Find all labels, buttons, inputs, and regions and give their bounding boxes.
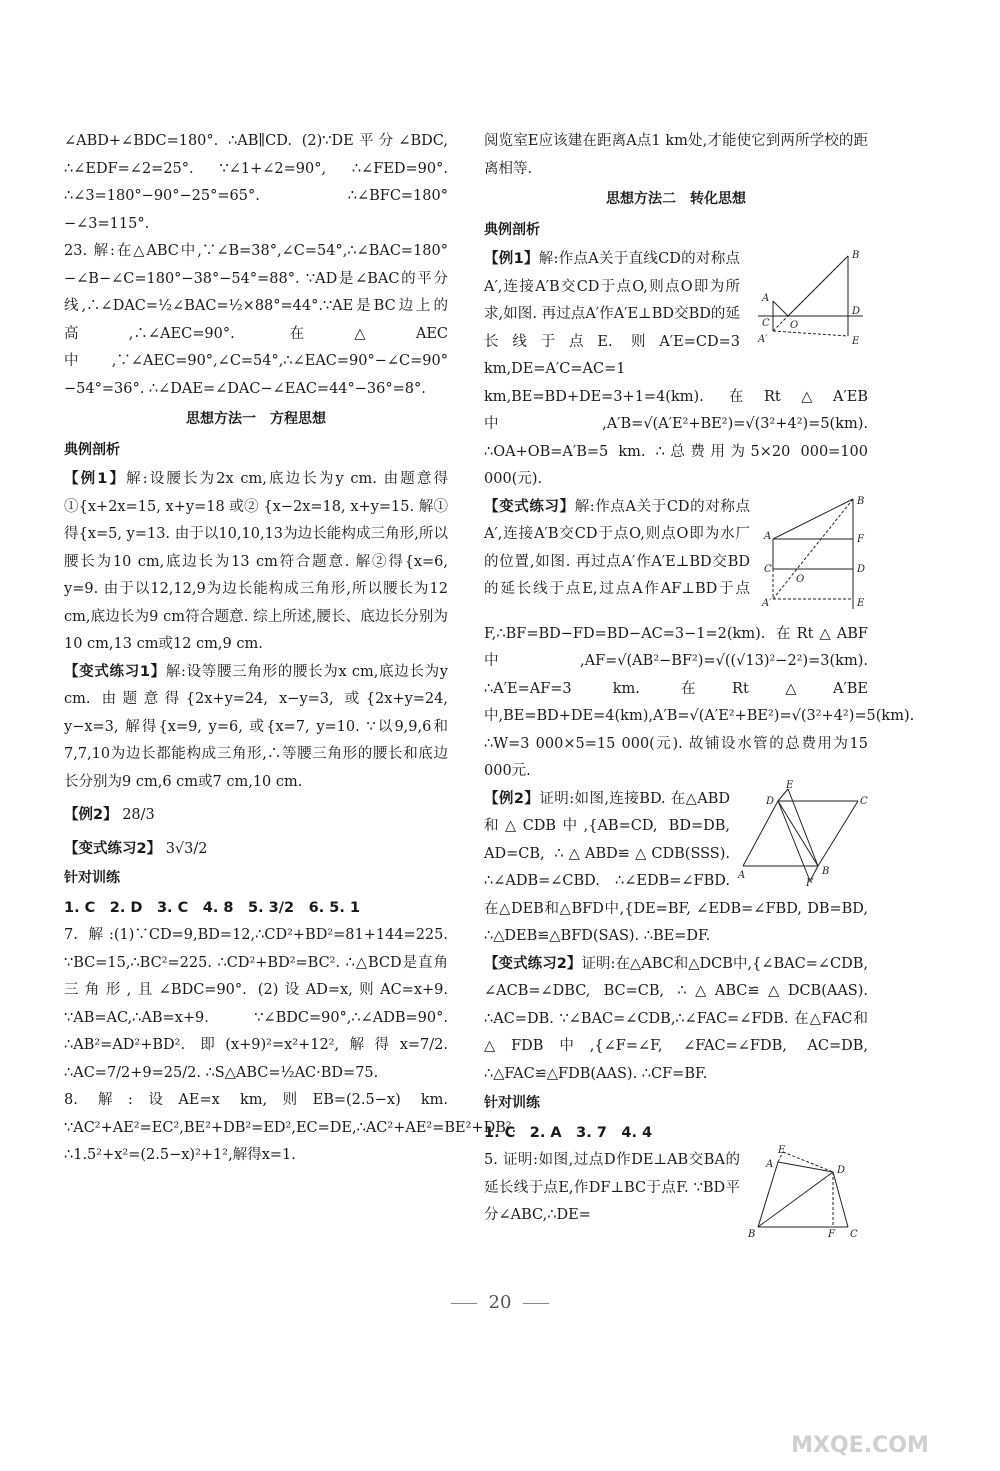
page-number: 20 xyxy=(488,1292,512,1313)
page-footer xyxy=(0,1292,1000,1313)
answers: 1. C 2. A 3. 7 4. 4 xyxy=(484,1124,653,1141)
figure-1 xyxy=(748,246,868,356)
subheading: 典例剖析 xyxy=(484,221,540,238)
section-title: 思想方法一 方程思想 xyxy=(186,411,326,427)
figure-label: C xyxy=(764,563,772,575)
right-column xyxy=(484,128,915,1240)
figure-label: A xyxy=(766,1159,774,1170)
variation-answer: 3√3/2 xyxy=(165,840,208,857)
figure-label: F xyxy=(857,533,864,545)
figure-4 xyxy=(748,1145,868,1240)
figure-label: A xyxy=(738,869,746,881)
variation-2 xyxy=(484,951,868,1089)
problem-8: 8. 解:设AE=x km,则EB=(2.5−x) km. ∵AC²+AE²=EC²,BE²+DB²=ED²,EC=DE,∴AC²+AE²=BE²+DB². ∴1.5²+x²=(2.5−x)²+1²,解得x=1. xyxy=(64,1092,517,1163)
variation-text: 证明:在△ABC和△DCB中,{∠BAC=∠CDB, ∠ACB=∠DBC, BC=CB, ∴△ABC≌△DCB(AAS). ∴AC=DB. ∵∠BAC=∠CDB,∴∠FAC=∠FDB. 在△FAC和△FDB中,{∠F=∠F, ∠FAC=∠FDB, AC=DB, ∴△FAC≌△FDB(AAS). ∴CF=BF. xyxy=(484,955,869,1082)
figure-label: E xyxy=(857,597,865,609)
example-2 xyxy=(64,802,448,830)
variation-1 xyxy=(64,659,448,797)
example-label: 【例1】 xyxy=(64,471,127,487)
variation-label: 【变式练习2】 xyxy=(484,955,582,972)
example-label: 【例2】 xyxy=(64,807,118,823)
example-text: 解:作点A关于直线CD的对称点A′,连接A′B交CD于点O,则点O即为所求,如图. 再过点A′作A′E⊥BD交BD的延长线于点E. 则A′E=CD=3 km,DE=A′C=AC=1 km,BE=BD+DE=3+1=4(km). 在Rt△A′EB中,A′B=√(A′E²+BE²)=√(3²+4²)=5(km). ∴OA+OB=A′B=5 km. ∴总费用为5×20 000=100 000(元). xyxy=(484,251,868,487)
watermark-logo xyxy=(760,1400,960,1460)
paragraph: 阅览室E应该建在距离A点1 km处,才能使它到两所学校的距离相等. xyxy=(484,133,868,177)
figure-label: A xyxy=(764,530,772,542)
figure-label: O xyxy=(796,573,805,585)
problem-5 xyxy=(484,1145,868,1240)
figure-label: D xyxy=(852,306,861,317)
figure-label: E xyxy=(778,1145,786,1156)
problem-23: 23. 解:在△ABC中,∵∠B=38°,∠C=54°,∴∠BAC=180°−∠B−∠C=180°−38°−54°=88°. ∵AD是∠BAC的平分线,∴∠DAC=½∠BAC=½×88°=44°.∵AE是BC边上的高,∴∠AEC=90°. 在△AEC中,∵∠AEC=90°,∠C=54°,∴∠EAC=90°−∠C=90°−54°=36°. ∴∠DAE=∠DAC−∠EAC=44°−36°=8°. xyxy=(64,243,448,397)
example-text: 证明:如图,连接BD. 在△ABD和△CDB中,{AB=CD, BD=DB, AD=CB, ∴△ABD≌△CDB(SSS). ∴∠ADB=∠CBD. ∴∠EDB=∠FBD. 在△DEB和△BFD中,{DE=BF, ∠EDB=∠FBD, DB=BD, ∴△DEB≌△BFD(SAS). ∴BE=DF. xyxy=(484,790,868,944)
example-1 xyxy=(64,466,448,659)
problem-7: 7. 解:(1)∵CD=9,BD=12,∴CD²+BD²=81+144=225. ∵BC=15,∴BC²=225. ∴CD²+BD²=BC². ∴△BCD是直角三角形,且∠BDC=90°. (2)设AD=x,则AC=x+9. ∵AB=AC,∴AB=x+9. ∵∠BDC=90°,∴∠ADB=90°. ∴AB²=AD²+BD². 即(x+9)²=x²+12²,解得x=7/2. ∴AC=7/2+9=25/2. ∴S△ABC=½AC·BD=75. xyxy=(64,927,448,1081)
problem-text: 5. 证明:如图,过点D作DE⊥AB交BA的延长线于点E,作DF⊥BC于点F. ∵BD平分∠ABC,∴DE= xyxy=(484,1152,740,1223)
variation-2 xyxy=(64,836,448,864)
example-label: 【例1】 xyxy=(484,251,539,267)
figure-label: F xyxy=(828,1229,835,1240)
subheading: 典例剖析 xyxy=(64,441,120,458)
figure-label: E xyxy=(786,779,794,791)
figure-label: O xyxy=(790,320,799,331)
footer-dash xyxy=(523,1303,549,1304)
figure-label: D xyxy=(837,1165,846,1176)
left-column xyxy=(64,128,517,1170)
paragraph: ∠ABD+∠BDC=180°. ∴AB∥CD. (2)∵DE平分∠BDC, ∴∠EDF=∠2=25°. ∵∠1+∠2=90°, ∴∠FED=90°. ∴∠3=180°−90°−25°=65°. ∴∠BFC=180°−∠3=115°. xyxy=(64,133,448,232)
figure-label: A xyxy=(762,293,770,304)
example-answer: 28/3 xyxy=(122,807,155,823)
example-2 xyxy=(484,779,868,951)
example-label: 【例2】 xyxy=(484,790,540,807)
figure-label: D xyxy=(857,563,866,575)
subheading: 针对训练 xyxy=(484,1095,540,1111)
variation-label: 【变式练习1】 xyxy=(64,663,166,680)
variation-text: 解:作点A关于CD的对称点A′,连接A′B交CD于点O,则点O即为水厂的位置,如图. 再过点A′作A′E⊥BD交BD的延长线于点E,过点A作AF⊥BD于点F,∴BF=BD−FD=BD−AC=3−1=2(km). 在Rt△ABF中,AF=√(AB²−BF²)=√((√13)²−2²)=3(km). ∴A′E=AF=3 km. 在Rt△A′BE中,BE=BD+DE=4(km),A′B=√(A′E²+BE²)=√(3²+4²)=5(km). ∴W=3 000×5=15 000(元). 故铺设水管的总费用为15 000元. xyxy=(484,498,915,779)
section-title: 思想方法二 转化思想 xyxy=(606,191,746,207)
figure-label: F xyxy=(806,877,813,889)
figure-label: D xyxy=(766,795,775,807)
variation-label: 【变式练习2】 xyxy=(64,840,162,857)
variation-1 xyxy=(484,494,915,786)
figure-2 xyxy=(758,494,868,619)
variation-text: 解:设等腰三角形的腰长为x cm,底边长为y cm. 由题意得{2x+y=24, x−y=3, 或{2x+y=24, y−x=3, 解得{x=9, y=6, 或{x=7, y=10. ∵以9,9,6和7,7,10为边长都能构成三角形,∴等腰三角形的腰长和底边长分别为9 cm,6 cm或7 cm,10 cm. xyxy=(64,663,449,790)
figure-label: C xyxy=(850,1229,858,1240)
figure-label: B xyxy=(857,495,865,507)
figure-label: E xyxy=(852,336,860,347)
variation-label: 【变式练习】 xyxy=(484,498,575,515)
figure-label: C xyxy=(860,795,868,807)
subheading: 针对训练 xyxy=(64,870,120,886)
figure-label: B xyxy=(852,250,860,261)
figure-label: B xyxy=(748,1229,756,1240)
example-1 xyxy=(484,246,868,494)
footer-dash xyxy=(451,1303,477,1304)
figure-label: A′ xyxy=(758,334,768,345)
example-text: 解:设腰长为2x cm,底边长为y cm. 由题意得 ①{x+2x=15, x+y=18 或② {x−2x=18, x+y=15. 解①得{x=5, y=13. 由于以10,10,13为边长能构成三角形,所以腰长为10 cm,底边长为13 cm符合题意. 解②得{x=6, y=9. 由于以12,12,9为边长能构成三角形,所以腰长为12 cm,底边长为9 cm符合题意. 综上所述,腰长、底边长分别为10 cm,13 cm或12 cm,9 cm. xyxy=(64,471,448,652)
figure-3 xyxy=(738,779,868,889)
answers: 1. C 2. D 3. C 4. 8 5. 3/2 6. 5. 1 xyxy=(64,899,360,916)
figure-label: C xyxy=(762,318,770,329)
figure-label: B xyxy=(822,865,830,877)
figure-label: A′ xyxy=(762,597,772,609)
watermark-text: MXQE.COM xyxy=(791,1433,929,1458)
